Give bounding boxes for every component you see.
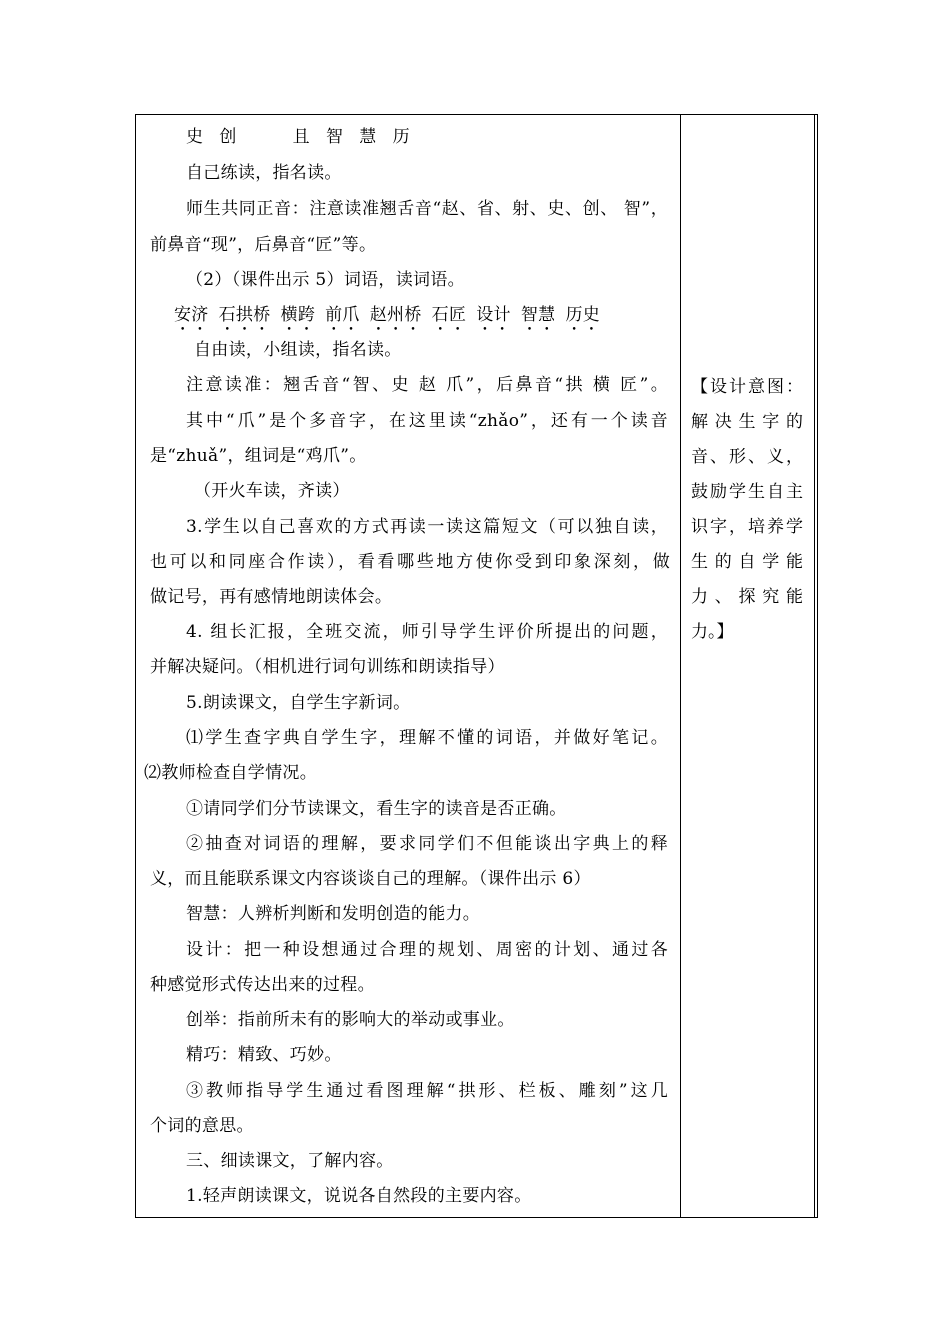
vocab-word: 设计 — [476, 305, 511, 325]
vocab-word: 石拱桥 — [218, 305, 271, 325]
char: 历 — [392, 127, 410, 147]
text-line: 5.朗读课文，自学生字新词。 — [186, 693, 411, 713]
design-intent-cell — [681, 115, 815, 1217]
side-text-line: 力。】 — [691, 622, 734, 642]
vocab-word: 横跨 — [280, 305, 316, 325]
text-line: 1.轻声朗读课文，说说各自然段的主要内容。 — [186, 1186, 532, 1206]
text-line: （开火车读，齐读） — [194, 481, 350, 501]
text-line: 三、细读课文，了解内容。 — [186, 1151, 394, 1171]
side-text-line: 【设计意图： — [691, 377, 803, 397]
text-line: 义，而且能联系课文内容谈谈自己的理解。（课件出示 6） — [150, 869, 591, 889]
side-text-line: 识字，培养学 — [691, 517, 803, 537]
text-line: 前鼻音“现”，后鼻音“匠”等。 — [150, 235, 377, 255]
side-text-line: 鼓励学生自主 — [691, 482, 803, 502]
text-line: ③教师指导学生通过看图理解“拱形、栏板、雕刻”这几 — [186, 1081, 668, 1101]
text-line: ②抽查对词语的理解，要求同学们不但能谈出字典上的释 — [186, 834, 668, 854]
text-line: 并解决疑问。（相机进行词句训练和朗读指导） — [150, 657, 505, 677]
vocab-word: 赵州桥 — [369, 305, 422, 325]
text-line: 3.学生以自己喜欢的方式再读一读这篇短文（可以独自读， — [186, 517, 668, 537]
text-line: ⑴学生查字典自学生字，理解不懂的词语，并做好笔记。 — [186, 728, 668, 748]
text-line: 师生共同正音：注意读准翘舌音“赵、省、射、史、创、 智”， — [186, 199, 668, 219]
char: 史 — [186, 127, 204, 147]
char: 慧 — [359, 127, 377, 147]
text-line: 也可以和同座合作读），看看哪些地方使你受到印象深刻，做 — [150, 552, 670, 572]
vocab-word: 石匠 — [431, 305, 467, 325]
text-line: 其中“爪”是个多音字，在这里读“zhǎo”，还有一个读音 — [186, 411, 668, 431]
text-line: 是“zhuǎ”，组词是“鸡爪”。 — [150, 446, 367, 466]
text-line: 创举：指前所未有的影响大的举动或事业。 — [186, 1010, 515, 1030]
new-characters-row — [186, 127, 426, 147]
text-line: 自由读，小组读，指名读。 — [194, 340, 402, 360]
text-line: 设计：把一种设想通过合理的规划、周密的计划、通过各 — [186, 940, 668, 960]
vocab-word: 历史 — [565, 305, 601, 325]
side-text-line: 力、探究能 — [691, 587, 803, 607]
vocab-word: 前爪 — [325, 305, 360, 325]
text-line: 自己练读，指名读。 — [186, 163, 342, 183]
side-text-line: 音、形、义， — [691, 447, 803, 467]
text-line: 智慧：人辨析判断和发明创造的能力。 — [186, 904, 481, 924]
char: 创 — [219, 127, 237, 147]
side-text-line: 解决生字的 — [691, 412, 803, 432]
text-line: 做记号，再有感情地朗读体会。 — [150, 587, 393, 607]
teaching-process-cell — [136, 115, 680, 1217]
text-line: 个词的意思。 — [150, 1116, 254, 1136]
text-line: ⑵教师检查自学情况。 — [144, 763, 317, 783]
char: 智 — [325, 127, 344, 147]
vocab-word: 安济 — [174, 305, 209, 325]
text-line: ①请同学们分节读课文，看生字的读音是否正确。 — [186, 799, 567, 819]
text-line: 精巧：精致、巧妙。 — [186, 1045, 342, 1065]
char: 且 — [292, 127, 310, 147]
text-line: 注意读准：翘舌音“智、史 赵 爪”，后鼻音“拱 横 匠”。 — [186, 375, 668, 395]
side-text-line: 生的自学能 — [691, 552, 803, 572]
lesson-plan-table — [135, 114, 818, 1218]
text-line: 种感觉形式传达出来的过程。 — [150, 975, 375, 995]
vocab-word: 智慧 — [520, 305, 556, 325]
text-line: （2）（课件出示 5）词语，读词语。 — [186, 270, 465, 290]
text-line: 4. 组长汇报，全班交流，师引导学生评价所提出的问题， — [186, 622, 668, 642]
vocabulary-row — [174, 305, 610, 335]
